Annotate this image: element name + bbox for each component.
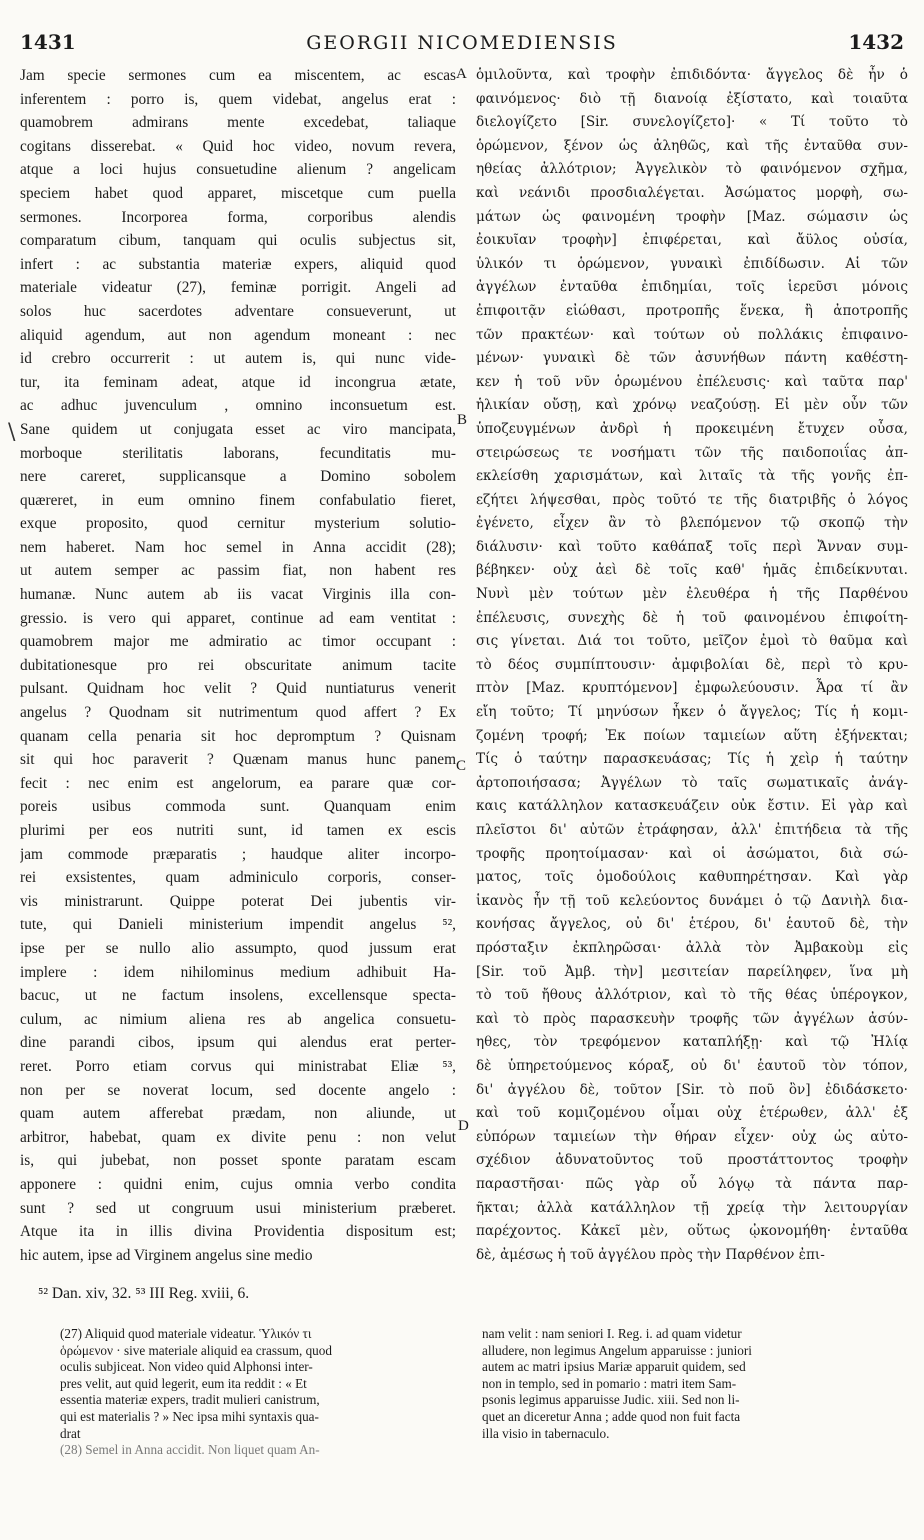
latin-text-line: quanam cella penaria sit hoc depromptum ? Quisnam xyxy=(20,727,456,745)
footnote-references: ⁵² Dan. xiv, 32. ⁵³ III Reg. xviii, 6. xyxy=(38,1285,250,1302)
greek-text-line: δι' ἀγγέλου δὲ, τοῦτον [Sir. τὸ ποῦ ὂν] ἐδιδάσκετο· xyxy=(476,1081,908,1098)
latin-text-line: exque proposito, quod cernitur mysterium solutio- xyxy=(20,515,456,533)
running-title: GEORGII NICOMEDIENSIS xyxy=(306,32,618,54)
latin-text-line: sit qui hoc paraverit ? Quænam manus hunc panem xyxy=(20,751,456,769)
latin-text-line: aliquid agendum, aut non agendum moneant : nec xyxy=(20,326,456,344)
greek-column xyxy=(476,64,908,1267)
latin-text-line: quam autem afferebat prædam, non aliunde, ut xyxy=(20,1105,456,1123)
note-line: non in templo, sed in pomario : matri item Sam- xyxy=(482,1375,737,1391)
latin-text-line: is, qui jubebat, non posset sponte paratam escam xyxy=(20,1152,456,1170)
greek-text-line: ἐπιφοιτᾷν εἰώθασι, προτροπῆς ἕνεκα, ἢ ἀποτροπῆς xyxy=(476,302,908,319)
section-marker-a: A xyxy=(456,66,467,82)
latin-text-line: fecit : nec enim est angelorum, ea parare quæ cor- xyxy=(20,774,456,792)
latin-text-line: solos huc sacerdotes adventare consueverunt, ut xyxy=(20,302,456,320)
latin-text-line: Atque ita in illis divina Providentia dispositum est; xyxy=(20,1223,456,1241)
greek-text-line: ζομένη τροφή; Ἐκ ποίων ταμιείων αὕτη ἐξήνεκται; xyxy=(476,727,908,744)
latin-text-line: quæreret, in eum omnino finem confabulatio fieret, xyxy=(20,491,456,509)
greek-text-line: καὶ τοῦ κομιζομένου οἶμαι οὐχ ἑτέρωθεν, ἀλλ' ἐξ xyxy=(476,1105,908,1122)
notes-left-column xyxy=(60,1326,450,1459)
greek-text-line: Νυνὶ μὲν τούτων μὲν ἐλευθέρα ἡ τῆς Παρθένου xyxy=(476,586,908,603)
latin-text-line: id crebro occurrerit : ut autem is, qui nunc vide- xyxy=(20,350,456,368)
greek-text-line: ὑποζευγμένων ἀνδρὶ ἡ προκειμένη ἔτυχεν οὖσα, xyxy=(476,420,908,437)
note-line: nam velit : nam seniori I. Reg. i. ad quam videtur xyxy=(482,1326,742,1341)
greek-text-line: πρόσταξιν ἐκπληρῶσαι· ἀλλὰ τὸν Ἀμβακοὺμ εἰς xyxy=(476,939,908,956)
latin-text-line: inferentem : porro is, quem videbat, angelus erat : xyxy=(20,90,456,108)
latin-text-line: culum, ac nimium aliena res ab angelica consuetu- xyxy=(20,1010,456,1028)
greek-text-line: ηθες, τὸν τρεφόμενον καταπλήξῃ· καὶ τῷ Ἠλίᾳ xyxy=(476,1034,908,1051)
latin-text-line: jam commode præparatis ; haudque aliter incorpo- xyxy=(20,845,456,863)
note-line: (28) Semel in Anna accidit. Non liquet quam An- xyxy=(60,1442,320,1458)
latin-text-line: materiale videatur (27), feminæ porrigit. Angeli ad xyxy=(20,279,456,297)
latin-text-line: rei exsistentes, quam adminiculo corporis, conser- xyxy=(20,869,456,887)
greek-text-line: σχέδιον ἀδυνατοῦντος τοῦ προστάττοντος τροφὴν xyxy=(476,1152,908,1169)
latin-text-line: ac adhuc juvenculum , omnino inconsuetum est. xyxy=(20,397,456,415)
greek-text-line: ἡλικίαν οὔσῃ, καὶ χρόνῳ νεαζούσῃ. Εἰ μὲν οὖν τῶν xyxy=(476,397,908,414)
latin-text-line: atque a loci hujus consuetudine alienum ? angelicam xyxy=(20,161,456,179)
greek-text-line: ἀρτοποιήσασα; Ἀγγέλων τὸ ταῖς σωματικαῖς ἀνάγ- xyxy=(476,774,908,791)
greek-text-line: ὑλικόν τι ὁρώμενον, γυναικὶ ἐπιδίδωσιν. Αἱ τῶν xyxy=(476,255,908,272)
greek-text-line: εὐπόρων ταμιείων τὴν θήραν εἶχεν· οὐχ ὡς αὐτο- xyxy=(476,1128,908,1145)
latin-text-line: Jam specie sermones cum ea miscentem, ac escas xyxy=(20,67,456,84)
greek-text-line: πτὸν [Maz. κρυπτόμενον] ἐμφωλεύουσιν. Ἆρα τί ἂν xyxy=(476,680,908,697)
greek-text-line: ἀγγέλων ἐνταῦθα ἐπιδημίαι, τοῖς ἱερεῦσι μόνοις xyxy=(476,279,908,296)
latin-text-line: morboque sterilitatis laborans, fecunditatis mu- xyxy=(20,444,456,462)
note-line: ὁρώμενον · sive materiale aliquid ea crassum, quod xyxy=(60,1342,332,1358)
latin-text-line: tute, qui Danieli ministerium impendit angelus ⁵², xyxy=(20,916,456,934)
latin-text-line: quamobrem major me admiratio ac timor occupant : xyxy=(20,633,456,651)
greek-text-line: καὶ τὸ πρὸς παρασκευὴν τροφῆς τῶν ἀγγέλων ἀσύν- xyxy=(476,1010,908,1027)
greek-text-line: δὲ, ἀμέσως ἡ τοῦ ἀγγέλου πρὸς τὴν Παρθένον ἐπι- xyxy=(476,1246,825,1263)
latin-text-line: comparatum cibum, tanquam qui oculis subjectus sit, xyxy=(20,232,456,250)
latin-text-line: vis ministrarunt. Quippe poterat Dei jubentis vir- xyxy=(20,892,456,910)
note-line: psonis legimus apparuisse Judic. xiii. Sed non li- xyxy=(482,1392,740,1408)
greek-text-line: ἱκανὸς ἦν τῇ τοῦ κελεύοντος δυνάμει ὁ τῷ Δανιὴλ δια- xyxy=(476,892,908,909)
greek-text-line: εἴη τοῦτο; Τί μηνύσων ἧκεν ὁ ἄγγελος; Τίς ἡ κομι- xyxy=(476,704,908,721)
greek-text-line: εζήτει λήψεσθαι, πρὸς τοῦτό τε τῆς διατριβῆς ὁ λόγος xyxy=(476,491,908,508)
greek-text-line: τῶν πρακτέων· καὶ τούτων οὐ πολλάκις ἐπιφαινο- xyxy=(476,326,908,343)
greek-text-line: διάλυσιν· καὶ τοῦτο καθάπαξ τοῖς περὶ Ἄνναν συμ- xyxy=(476,538,908,555)
latin-text-line: ipse per se nullo alio assumpto, quod jussum erat xyxy=(20,939,456,957)
latin-text-line: non per se noverat locum, sed docente angelo : xyxy=(20,1081,456,1099)
section-marker-d: D xyxy=(458,1118,469,1134)
latin-text-line: reret. Porro etiam corvus qui ministrabat Eliæ ⁵³, xyxy=(20,1057,456,1075)
greek-text-line: βέβηκεν· οὐχ ἀεὶ δὲ τοῖς καθ' ἡμᾶς ἐπιδείκνυται. xyxy=(476,562,908,579)
latin-text-line: bacuc, ut ne factum insolens, excellensque specta- xyxy=(20,987,456,1005)
latin-text-line: quamobrem admirans mente excedebat, taliaque xyxy=(20,114,456,132)
latin-text-line: Sane quidem ut conjugata esset ac viro mancipata, xyxy=(20,420,456,438)
greek-text-line: καὶ νεάνιδι προσδιαλέγεται. Ἀσώματος μορφὴ, σω- xyxy=(476,184,908,201)
latin-text-line: gressio. is vero qui apparet, continue ad eam ventitat : xyxy=(20,609,456,627)
page-number-right: 1432 xyxy=(848,30,904,54)
latin-text-line: hic autem, ipse ad Virginem angelus sine medio xyxy=(20,1246,313,1264)
note-line: (27) Aliquid quod materiale videatur. Ὑλικόν τι xyxy=(60,1326,312,1341)
note-line: drat xyxy=(60,1425,81,1441)
page-number-left: 1431 xyxy=(20,30,76,54)
latin-text-line: pulsant. Quidnam hoc velit ? Quid nuntiaturus venerit xyxy=(20,680,456,698)
note-line: autem ac matri ipsius Mariæ apparuit quidem, sed xyxy=(482,1359,746,1375)
greek-text-line: σις γίνεται. Διά τοι τοῦτο, μεῖζον ἐμοὶ τὸ θαῦμα καὶ xyxy=(476,633,908,650)
notes-right-column xyxy=(482,1326,904,1442)
latin-text-line: dubitationesque pro rei obscuritate animum tacite xyxy=(20,656,456,674)
greek-text-line: δὲ ὑπηρετούμενος κόραξ, οὐ δι' ἑαυτοῦ τὸν τόπον, xyxy=(476,1057,908,1074)
latin-text-line: sunt ? sed ut congruum usui ministerium præberet. xyxy=(20,1199,456,1217)
greek-text-line: ματος, τοῖς ὁμοδούλοις καθυπηρέτησαν. Καὶ γὰρ xyxy=(476,869,908,886)
greek-text-line: τὸ τοῦ ἤθους ἀλλότριον, καὶ τὸ τῆς θέας ὑπέρογκον, xyxy=(476,987,908,1004)
latin-text-line: angelus ? Quodnam sit nutrimentum quod affert ? Ex xyxy=(20,704,456,722)
note-line: qui est materialis ? » Nec ipsa mihi syntaxis qua- xyxy=(60,1408,319,1424)
note-line: illa visio in tabernaculo. xyxy=(482,1425,610,1441)
section-marker-c: C xyxy=(456,758,467,774)
note-line: pres velit, aut quid legerit, eum ita reddit : « Et xyxy=(60,1375,307,1391)
greek-text-line: ὁρώμενον, ξένον ὡς ἀληθῶς, καὶ τῆς ἐνταῦθα συν- xyxy=(476,137,908,154)
latin-text-line: nere careret, supplicansque a Domino sobolem xyxy=(20,468,456,486)
greek-text-line: πλεῖστοι δι' αὐτῶν ἐτράφησαν, ἀλλ' ἐπιτήδεια τὰ τῆς xyxy=(476,822,908,838)
margin-pencil-mark: \ xyxy=(8,420,16,445)
greek-text-line: ῆκται; ἀλλὰ κατάλληλον τῇ χρείᾳ τὴν λειτουργίαν xyxy=(476,1199,908,1216)
greek-text-line: μένων· γυναικὶ δὲ τῶν ἀσυνήθων πάντη καθέστη- xyxy=(476,350,908,367)
latin-text-line: humanæ. Nunc autem ab iis vacat Virginis illa con- xyxy=(20,586,456,604)
greek-text-line: ὁμιλοῦντα, καὶ τροφὴν ἐπιδιδόντα· ἄγγελος δὲ ἦν ὁ xyxy=(476,67,908,83)
latin-text-line: poreis usibus commoda sunt. Quanquam enim xyxy=(20,798,456,816)
greek-text-line: ἐοικυῖαν τροφὴν] ἐπιφέρεται, καὶ ἄϋλος οὐσία, xyxy=(476,232,908,249)
greek-text-line: παρέχοντος. Κἀκεῖ μὲν, οὕτως ᾠκονομήθη· ἐνταῦθα xyxy=(476,1223,908,1240)
latin-text-line: ut autem semper ac passim fiat, non habent res xyxy=(20,562,456,580)
greek-text-line: εκλείσθη χαρισμάτων, καὶ λιταῖς τὰ τῆς γονῆς ἐπ- xyxy=(476,468,908,485)
note-line: oculis subjiceat. Non video quid Alphonsi inter- xyxy=(60,1359,313,1375)
latin-column xyxy=(20,64,456,1267)
greek-text-line: φαινόμενος· διὸ τῇ διανοίᾳ ἐξίστατο, καὶ τοιαῦτα xyxy=(476,90,908,107)
greek-text-line: [Sir. τοῦ Ἀμβ. τὴν] μεσιτείαν παρείληφεν, ἵνα μὴ xyxy=(476,963,908,980)
latin-text-line: arbitror, habebat, quam ex divite penu : non velut xyxy=(20,1128,456,1146)
greek-text-line: κονήσας ἄγγελος, οὐ δι' ἑτέρου, δι' ἑαυτοῦ δὲ, τὴν xyxy=(476,916,908,933)
latin-text-line: tur, ita feminam adeat, atque id incongrua ætate, xyxy=(20,373,456,391)
latin-text-line: dine parandi cibos, ipsum qui alendus erat perter- xyxy=(20,1034,456,1052)
latin-text-line: nem haberet. Nam hoc semel in Anna accidit (28); xyxy=(20,538,456,556)
greek-text-line: καις κατάλληλον κατασκευάζειν οὐκ ἔστιν. Εἰ γὰρ καὶ xyxy=(476,798,908,815)
greek-text-line: ἐπέλευσις, συνεχὴς δὲ ἡ τοῦ φαινομένου ἐπιφοίτη- xyxy=(476,609,908,626)
greek-text-line: κεν ἡ τοῦ νῦν ὁρωμένου ἐπέλευσις· καὶ ταῦτα παρ' xyxy=(476,373,908,390)
latin-text-line: cogitans disserebat. « Quid hoc video, novum revera, xyxy=(20,137,456,155)
greek-text-line: τροφῆς προητοίμασαν· καὶ οἱ ἀσώματοι, διὰ σώ- xyxy=(476,845,908,862)
latin-text-line: infert : ac substantia materiæ expers, aliquid quod xyxy=(20,255,456,273)
greek-text-line: τὸ δέος συμπίπτουσιν· ἀμφιβολίαι δὲ, περὶ τὸ κρυ- xyxy=(476,656,908,673)
greek-text-line: ηθείας ἀλλότριον; Ἀγγελικὸν τὸ φαινόμενον σχῆμα, xyxy=(476,161,908,178)
note-line: quet an diceretur Anna ; adde quod non fuit facta xyxy=(482,1408,741,1424)
greek-text-line: μάτων ὡς φαινομένη τροφὴν [Maz. σώμασιν ὡς xyxy=(476,208,908,225)
greek-text-line: Τίς ὁ ταύτην παρασκευάσας; Τίς ἡ χεὶρ ἡ ταύτην xyxy=(476,751,908,768)
greek-text-line: στειρώσεως τε νοσήματι τῶν τῆς παιδοποιΐας ἀπ- xyxy=(476,444,908,461)
greek-text-line: παραστῆσαι· πῶς γὰρ οὗ λόγῳ τὰ πάντα παρ- xyxy=(476,1175,908,1192)
greek-text-line: διελογίζετο [Sir. συνελογίζετο]· « Τί τοῦτο τὸ xyxy=(476,114,908,131)
latin-text-line: implere : idem nihilominus medium adhibuit Ha- xyxy=(20,963,456,981)
latin-text-line: apponere : quidni enim, cujus omnia verbo condita xyxy=(20,1175,456,1193)
greek-text-line: ἐγένετο, εἶχεν ἂν τὸ βλεπόμενον τῷ σκοπῷ τὴν xyxy=(476,515,908,532)
latin-text-line: plurimi per eos nutriti sunt, id tamen ex escis xyxy=(20,822,456,839)
section-marker-b: B xyxy=(457,412,468,428)
page-header xyxy=(20,30,904,66)
latin-text-line: sermones. Incorporea forma, corporibus alendis xyxy=(20,208,456,226)
note-line: essentia materiæ expers, tradit mulieri canistrum, xyxy=(60,1392,320,1408)
note-line: alludere, non legimus Angelum apparuisse : juniori xyxy=(482,1342,752,1358)
latin-text-line: speciem habet quod apparet, miscetque cum puella xyxy=(20,184,456,202)
